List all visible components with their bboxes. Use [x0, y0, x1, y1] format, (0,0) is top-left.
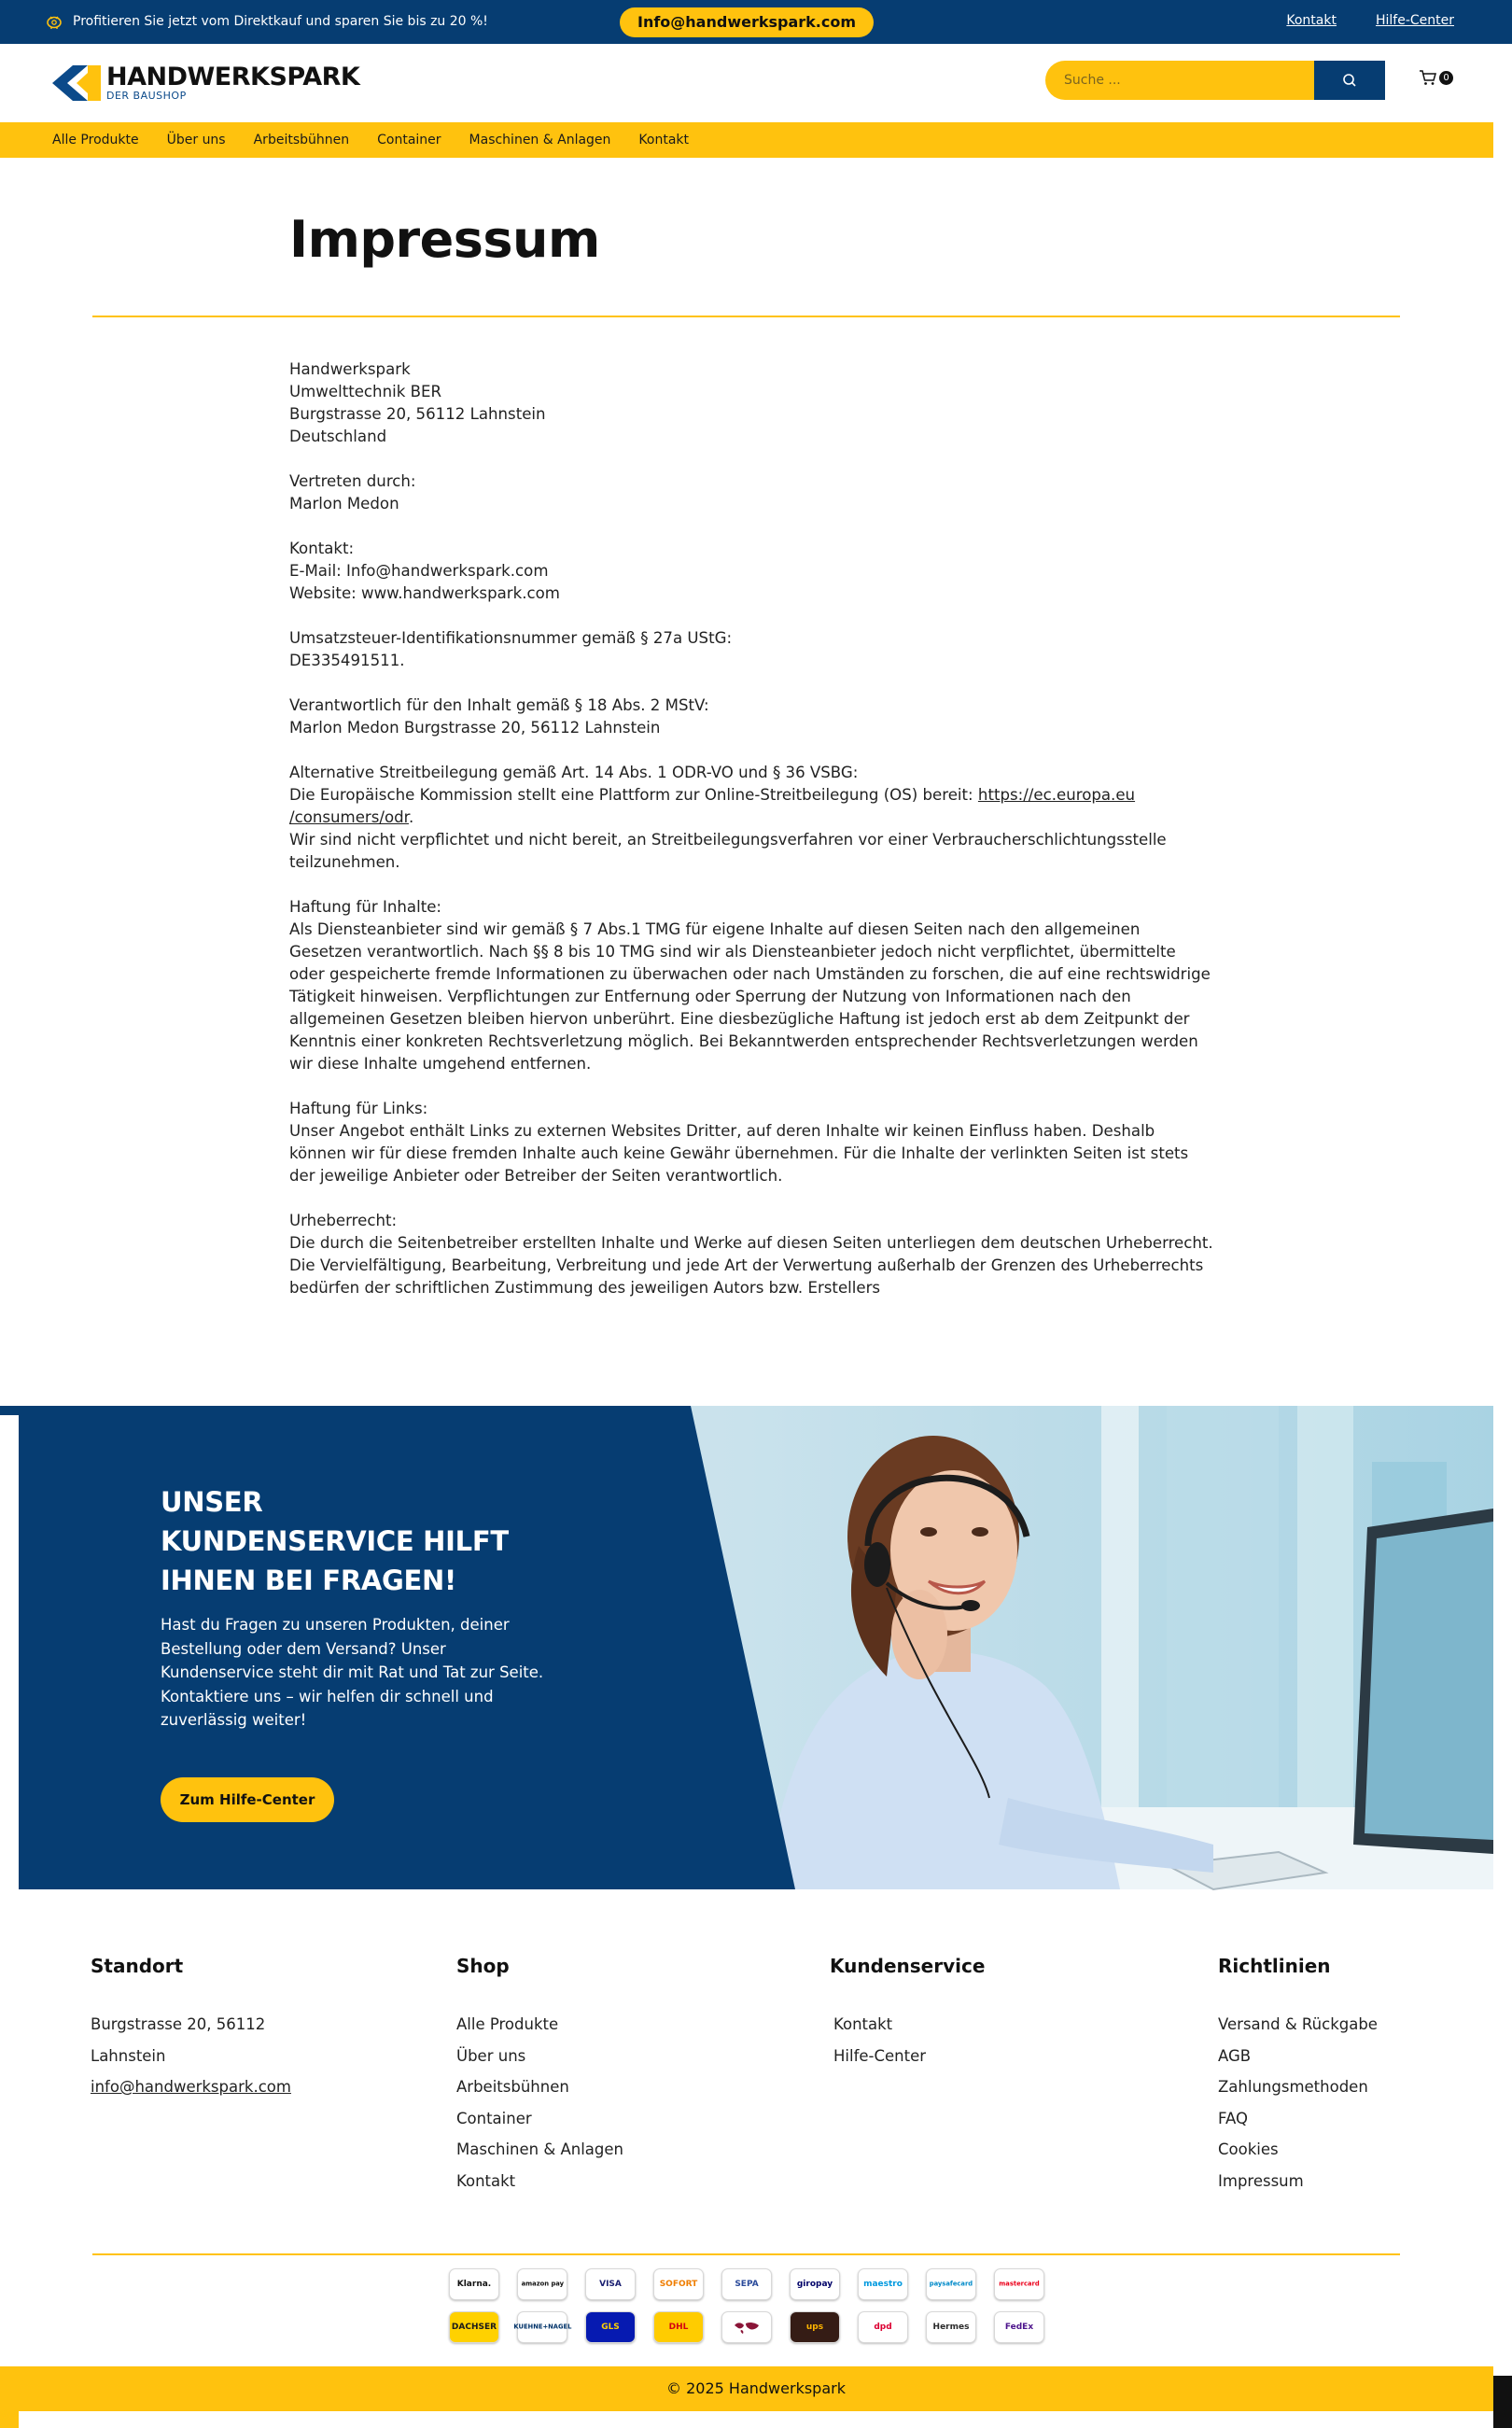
payment-logo-amazon-pay — [517, 2268, 567, 2300]
logo-label: SOFORT — [659, 2280, 698, 2289]
footer-link[interactable]: FAQ — [1218, 2109, 1248, 2127]
footer-divider — [92, 2253, 1400, 2255]
world-map-icon — [733, 2320, 761, 2335]
cart-count-badge: 0 — [1439, 71, 1453, 85]
footer-standort — [91, 1955, 291, 2103]
text-line: DE335491511. — [289, 652, 405, 669]
shipping-logos-row — [439, 2311, 1055, 2343]
footer-link[interactable]: Kontakt — [833, 2015, 893, 2033]
footer-heading: Shop — [456, 1955, 510, 1977]
footer-shop — [456, 1955, 623, 2196]
nav-item-arbeitsbuehnen[interactable]: Arbeitsbühnen — [253, 133, 350, 147]
banner-title-line: IHNEN BEI FRAGEN! — [161, 1565, 456, 1596]
footer-link[interactable]: Impressum — [1218, 2171, 1304, 2190]
brand-name: HANDWERKSPARK — [106, 63, 360, 91]
top-links — [1286, 13, 1454, 28]
logo-label: giropay — [796, 2280, 833, 2289]
payment-logo-giropay — [790, 2268, 840, 2300]
odr-link-continued[interactable]: /consumers/odr — [289, 808, 409, 826]
footer-heading: Kundenservice — [830, 1955, 986, 1977]
main-nav — [0, 122, 1493, 158]
logo-label: dpd — [874, 2323, 892, 2332]
payment-logo-paysafecard — [926, 2268, 976, 2300]
footer-link[interactable]: Kontakt — [456, 2171, 516, 2190]
shipping-logo-dpd — [858, 2311, 908, 2343]
payment-logo-klarna- — [449, 2268, 499, 2300]
banner-title — [161, 1482, 534, 1600]
brand-subtitle: DER BAUSHOP — [106, 90, 187, 102]
site-header — [0, 44, 1512, 122]
paragraph: Wir sind nicht verpflichtet und nicht bereit, an Streitbeilegungsverfahren vor einer Verbraucherschlichtungsstelle teilzunehmen. — [289, 831, 1167, 871]
text-line: Umsatzsteuer-Identifikationsnummer gemäß § 27a UStG: — [289, 629, 733, 647]
payment-shipping-logos — [439, 2268, 1055, 2354]
footer-richtlinien — [1218, 1955, 1378, 2196]
shipping-logo-dachser — [449, 2311, 499, 2343]
section-heading: Haftung für Inhalte: — [289, 898, 442, 916]
paragraph: Die durch die Seitenbetreiber erstellten Inhalte und Werke auf diesen Seiten unterliegen dem deutschen Urheberrecht. Die Vervielfältigung, Bearbeitung, Verbreitung und jede Art der Verwertung außerhalb der Grenzen des Urheberrechts bedürfen der schriftlichen Zustimmung des jeweiligen Autors bzw. Erstellers — [289, 1234, 1213, 1297]
banner-edge-top — [0, 1406, 19, 1415]
footer-email-link[interactable]: info@handwerkspark.com — [91, 2078, 291, 2096]
liability-links-block — [289, 1098, 1213, 1187]
logo-label: DACHSER — [451, 2323, 497, 2332]
text-line: Vertreten durch: — [289, 472, 416, 490]
search-button[interactable] — [1314, 61, 1385, 100]
represented-block — [289, 470, 1213, 515]
shipping-logo-kuehne-nagel — [512, 2311, 572, 2343]
search-input[interactable] — [1045, 61, 1314, 100]
shipping-logo-gls — [585, 2311, 636, 2343]
footer-kundenservice — [830, 1955, 985, 2071]
shipping-logo-hermes — [926, 2311, 976, 2343]
vat-block — [289, 627, 1213, 672]
help-center-button[interactable]: Zum Hilfe-Center — [161, 1777, 334, 1822]
promo-text: Profitieren Sie jetzt vom Direktkauf und sparen Sie bis zu 20 %! — [73, 14, 488, 29]
shipping-logo-ups — [790, 2311, 840, 2343]
banner-title-line: UNSER — [161, 1486, 263, 1518]
responsible-block — [289, 695, 1213, 739]
payment-logo-sepa — [721, 2268, 772, 2300]
footer-link[interactable]: Zahlungsmethoden — [1218, 2078, 1368, 2096]
logo-label: DHL — [668, 2323, 689, 2332]
footer-link[interactable]: Maschinen & Anlagen — [456, 2140, 624, 2158]
contact-block — [289, 538, 1213, 605]
payment-logos-row — [439, 2268, 1055, 2300]
liability-content-block — [289, 896, 1213, 1075]
copyright-block — [289, 1210, 1213, 1299]
payment-logo-maestro — [858, 2268, 908, 2300]
copyright-bar: © 2025 Handwerkspark — [19, 2366, 1493, 2411]
logo-label: maestro — [863, 2280, 903, 2289]
footer-link[interactable]: Container — [456, 2109, 532, 2127]
section-heading: Alternative Streitbeilegung gemäß Art. 14 Abs. 1 ODR-VO und § 36 VSBG: — [289, 764, 859, 781]
paragraph: Als Diensteanbieter sind wir gemäß § 7 Abs.1 TMG für eigene Inhalte auf diesen Seiten nach den allgemeinen Gesetzen verantwortlich. Nach §§ 8 bis 10 TMG sind wir als Diensteanbieter jedoch nicht verpflichtet, übermittelte oder gespeicherte fremde Informationen zu überwachen oder nach Umständen zu forschen, die auf eine rechtswidrige Tätigkeit hinweisen. Verpflichtungen zur Entfernung oder Sperrung der Nutzung von Informationen nach den allgemeinen Gesetzen bleiben hiervon unberührt. Eine diesbezügliche Haftung ist jedoch erst ab dem Zeitpunkt der Kenntnis einer konkreten Rechtsverletzung möglich. Bei Bekanntwerden entsprechender Rechtsverletzungen werden wir diese Inhalte umgehend entfernen. — [289, 920, 1211, 1073]
logo-label: amazon pay — [521, 2281, 564, 2288]
text-line: E-Mail: Info@handwerkspark.com — [289, 562, 549, 580]
footer-link[interactable]: Arbeitsbühnen — [456, 2078, 569, 2096]
search-icon — [1342, 73, 1357, 88]
banner-text: Hast du Fragen zu unseren Produkten, deiner Bestellung oder dem Versand? Unser Kundenservice steht dir mit Rat und Tat zur Seite. Kontaktiere uns – wir helfen dir schnell und zuverlässig weiter! — [161, 1616, 544, 1729]
promo-banner — [45, 12, 488, 31]
footer-link[interactable]: Hilfe-Center — [833, 2046, 927, 2065]
title-divider — [92, 316, 1400, 317]
text-line: Deutschland — [289, 428, 387, 445]
shipping-logo-post — [721, 2311, 772, 2343]
footer-link[interactable]: Versand & Rückgabe — [1218, 2015, 1378, 2033]
logo-label: FedEx — [1004, 2323, 1034, 2332]
nav-item-alle-produkte[interactable]: Alle Produkte — [52, 133, 139, 147]
footer-heading: Richtlinien — [1218, 1955, 1331, 1977]
customer-service-banner — [0, 1406, 1493, 1889]
footer-link[interactable]: Über uns — [456, 2046, 526, 2065]
impressum-content — [289, 358, 1213, 1322]
shipping-logo-dhl — [653, 2311, 704, 2343]
footer-address-line: Lahnstein — [91, 2046, 166, 2065]
search-bar — [1045, 61, 1385, 100]
cart-button[interactable] — [1419, 69, 1453, 86]
logo-label: mastercard — [999, 2281, 1040, 2288]
text-line: Marlon Medon Burgstrasse 20, 56112 Lahnstein — [289, 719, 661, 737]
top-link-hilfe-center[interactable]: Hilfe-Center — [1375, 13, 1454, 28]
nav-item-ueber-uns[interactable]: Über uns — [166, 133, 226, 147]
logo-label: KUEHNE+NAGEL — [512, 2323, 572, 2331]
text-line: Verantwortlich für den Inhalt gemäß § 18 Abs. 2 MStV: — [289, 696, 709, 714]
top-link-kontakt[interactable]: Kontakt — [1286, 13, 1337, 28]
payment-logo-mastercard — [994, 2268, 1044, 2300]
shipping-logo-fedex — [994, 2311, 1044, 2343]
nav-item-kontakt[interactable]: Kontakt — [638, 133, 690, 147]
text-line: Umwelttechnik BER — [289, 383, 441, 400]
payment-logo-sofort — [653, 2268, 704, 2300]
logo-label: Hermes — [932, 2323, 970, 2332]
piggy-bank-icon — [45, 12, 63, 31]
footer-address-line: Burgstrasse 20, 56112 — [91, 2015, 266, 2033]
footer-link[interactable]: Cookies — [1218, 2140, 1279, 2158]
page-title: Impressum — [289, 210, 600, 269]
banner-edge — [0, 1406, 19, 1889]
top-bar — [0, 0, 1512, 44]
cart-icon — [1419, 69, 1437, 86]
logo-label: Klarna. — [456, 2280, 492, 2289]
section-heading: Urheberrecht: — [289, 1212, 398, 1229]
nav-item-container[interactable]: Container — [377, 133, 441, 147]
logo-label: ups — [805, 2323, 824, 2332]
odr-link[interactable]: https://ec.europa.eu — [977, 786, 1136, 804]
page-corner — [1493, 2376, 1512, 2428]
logo-label: VISA — [599, 2280, 622, 2289]
site-logo[interactable] — [52, 64, 359, 102]
paragraph: Unser Angebot enthält Links zu externen Websites Dritter, auf deren Inhalte wir keinen Einfluss haben. Deshalb können wir für diese fremden Inhalte auch keine Gewähr übernehmen. Für die Inhalte der verlinkten Seiten ist stets der jeweilige Anbieter oder Betreiber der Seiten verantwortlich. — [289, 1122, 1189, 1185]
dispute-block — [289, 762, 1213, 874]
footer-bar-edge — [0, 2366, 19, 2428]
text-line: Kontakt: — [289, 540, 355, 557]
address-block — [289, 358, 1213, 448]
logo-label: SEPA — [735, 2280, 759, 2289]
banner-title-line: KUNDENSERVICE HILFT — [161, 1525, 509, 1557]
footer-link[interactable]: AGB — [1218, 2046, 1252, 2065]
section-heading: Haftung für Links: — [289, 1100, 428, 1117]
text-line: Handwerkspark — [289, 360, 411, 378]
text-fragment: . — [408, 808, 414, 826]
payment-logo-visa — [585, 2268, 636, 2300]
logo-label: GLS — [601, 2323, 620, 2332]
text-line: Website: www.handwerkspark.com — [289, 584, 560, 602]
text-fragment: Die Europäische Kommission stellt eine Plattform zur Online-Streitbeilegung (OS) bereit: — [289, 786, 978, 804]
text-line: Burgstrasse 20, 56112 Lahnstein — [289, 405, 546, 423]
email-button[interactable]: Info@handwerkspark.com — [620, 7, 874, 37]
text-line — [289, 784, 1213, 807]
text-line — [289, 807, 1213, 829]
nav-item-maschinen-anlagen[interactable]: Maschinen & Anlagen — [469, 133, 611, 147]
logo-label: paysafecard — [929, 2281, 973, 2288]
footer-link[interactable]: Alle Produkte — [456, 2015, 559, 2033]
footer-heading: Standort — [91, 1955, 184, 1977]
text-line: Marlon Medon — [289, 495, 399, 512]
logo-mark-icon — [52, 65, 101, 101]
